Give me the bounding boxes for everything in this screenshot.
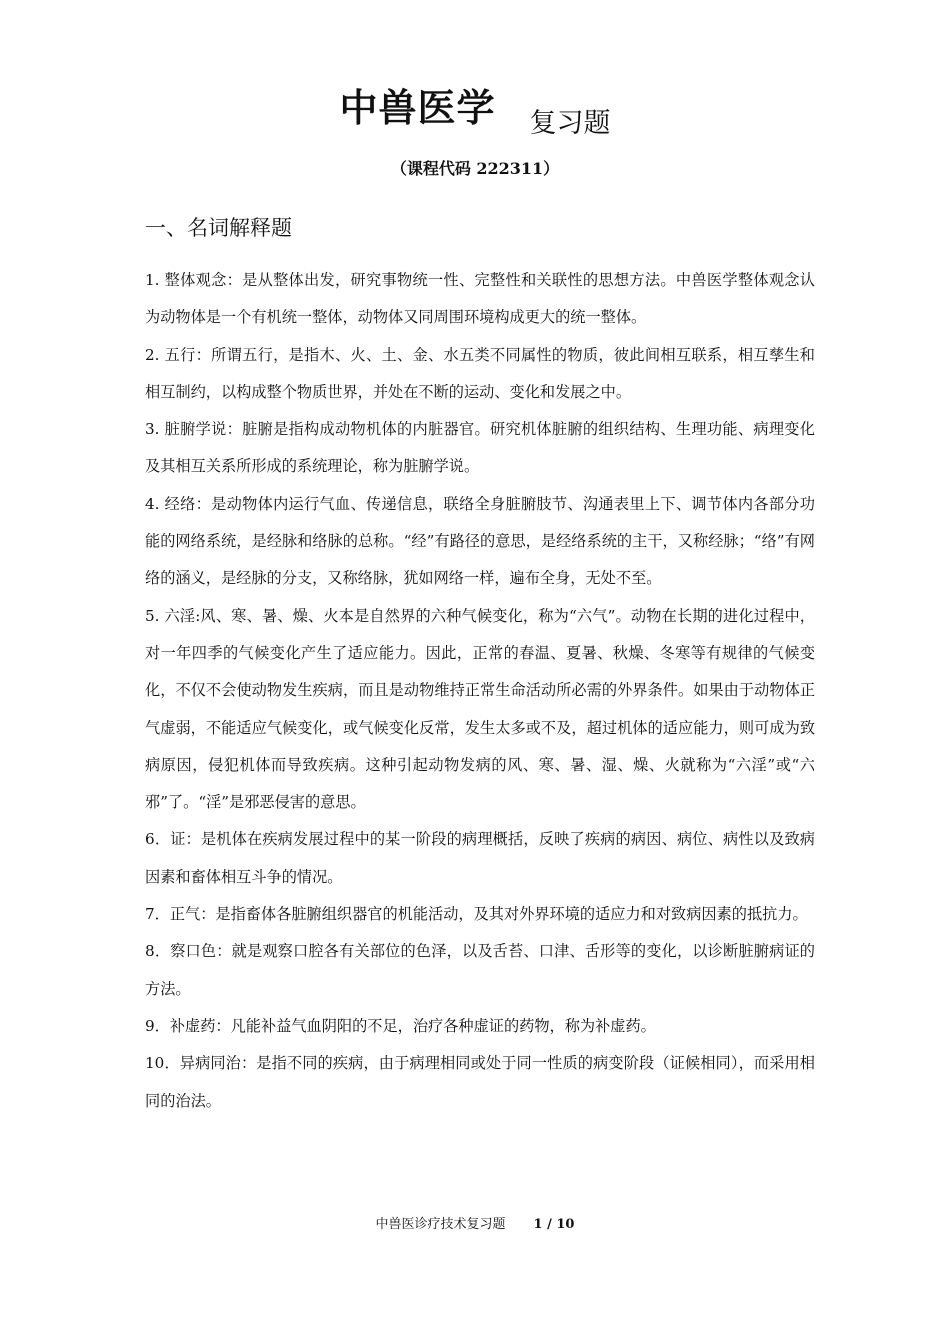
document-title: 中兽医学 (339, 86, 496, 130)
term-list (145, 262, 815, 1120)
section-heading: 一、名词解释题 (145, 216, 292, 240)
term-item-10: 10．异病同治：是指不同的疾病，由于病理相同或处于同一性质的病变阶段（证候相同），而采用相同的治法。 (145, 1054, 815, 1110)
term-item-8: 8．察口色：就是观察口腔各有关部位的色泽，以及舌苔、口津、舌形等的变化，以诊断脏腑病证的方法。 (145, 942, 815, 998)
title-row (0, 86, 950, 139)
term-item-5: 5. 六淫:风、寒、暑、燥、火本是自然界的六种气候变化，称为“六气”。动物在长期的进化过程中，对一年四季的气候变化产生了适应能力。因此，正常的春温、夏暑、秋燥、冬寒等有规律的气候变化，不仅不会使动物发生疾病，而且是动物维持正常生命活动所必需的外界条件。如果由于动物体正气虚弱，不能适应气候变化，或气候变化反常，发生太多或不及，超过机体的适应能力，则可成为致病原因，侵犯机体而导致疾病。这种引起动物发病的风、寒、暑、湿、燥、火就称为“六淫”或“六邪”了。“淫”是邪恶侵害的意思。 (145, 606, 815, 812)
page-number: 1 / 10 (533, 1217, 575, 1232)
document-subtitle: 复习题 (529, 108, 611, 139)
term-item-3: 3. 脏腑学说：脏腑是指构成动物机体的内脏器官。研究机体脏腑的组织结构、生理功能、病理变化及其相互关系所形成的系统理论，称为脏腑学说。 (145, 420, 815, 476)
page-footer (0, 1215, 950, 1235)
term-item-2: 2. 五行：所谓五行，是指木、火、土、金、水五类不同属性的物质，彼此间相互联系，相互孳生和相互制约，以构成整个物质世界，并处在不断的运动、变化和发展之中。 (145, 345, 815, 401)
footer-label: 中兽医诊疗技术复习题 (375, 1217, 506, 1232)
term-item-4: 4. 经络：是动物体内运行气血、传递信息，联络全身脏腑肢节、沟通表里上下、调节体内各部分功能的网络系统，是经脉和络脉的总称。“经”有路径的意思，是经络系统的主干，又称经脉；“络”有网络的涵义，是经脉的分支，又称络脉，犹如网络一样，遍布全身，无处不至。 (145, 494, 815, 588)
term-item-6: 6．证：是机体在疾病发展过程中的某一阶段的病理概括，反映了疾病的病因、病位、病性以及致病因素和畜体相互斗争的情况。 (145, 830, 815, 886)
course-code: （课程代码 222311） (390, 159, 560, 178)
term-item-1: 1. 整体观念：是从整体出发，研究事物统一性、完整性和关联性的思想方法。中兽医学整体观念认为动物体是一个有机统一整体，动物体又同周围环境构成更大的统一整体。 (145, 271, 815, 327)
term-item-9: 9．补虚药：凡能补益气血阴阳的不足，治疗各种虚证的药物，称为补虚药。 (145, 1016, 656, 1035)
term-item-7: 7．正气：是指畜体各脏腑组织器官的机能活动，及其对外界环境的适应力和对致病因素的抵抗力。 (145, 905, 808, 924)
